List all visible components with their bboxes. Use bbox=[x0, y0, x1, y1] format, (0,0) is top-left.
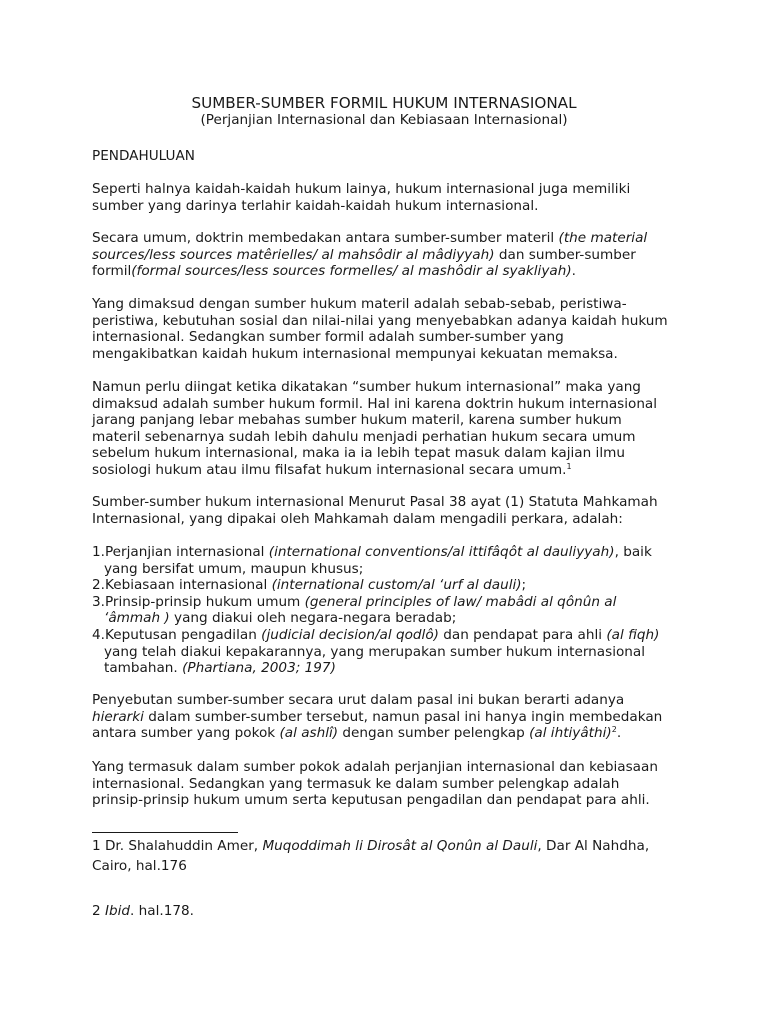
text-line: internasional. Sedangkan yang termasuk ke dalam sumber pelengkap adalah bbox=[92, 775, 620, 792]
italic-run: (formal sources/less sources formelles/ al mashôdir al syakliyah) bbox=[131, 263, 572, 280]
text-line bbox=[92, 577, 692, 594]
text-line: Cairo, hal.176 bbox=[92, 858, 187, 874]
italic-run: (al fiqh) bbox=[606, 626, 660, 643]
text-line bbox=[92, 263, 692, 280]
italic-run: Muqoddimah li Dirosât al Qonûn al Dauli bbox=[262, 838, 538, 854]
italic-run: (general principles of law/ mabâdi al qônûn al bbox=[304, 593, 617, 610]
text-line bbox=[92, 610, 692, 627]
text-run: ; bbox=[521, 577, 527, 594]
text-line bbox=[92, 901, 692, 921]
text-line: internasional. Sedangkan sumber formil adalah sumber-sumber yang bbox=[92, 329, 564, 346]
paragraph-material-source bbox=[92, 296, 692, 362]
sources-list bbox=[92, 544, 692, 677]
italic-run: (judicial decision/al qodlô) bbox=[261, 626, 439, 643]
italic-run: (international conventions/al ittifâqôt al dauliyyah) bbox=[268, 544, 615, 560]
footnote-2 bbox=[92, 901, 692, 921]
text-line: jarang panjang lebar mebahas sumber hukum materil, karena sumber hukum bbox=[92, 412, 622, 429]
text-line: prinsip-prinsip hukum umum serta keputusan pengadilan dan pendapat para ahli. bbox=[92, 792, 650, 809]
paragraph-article-38 bbox=[92, 494, 692, 527]
text-run: yang diakui oleh negara-negara beradab; bbox=[169, 610, 457, 627]
text-run: 1 Dr. Shalahuddin Amer, bbox=[92, 838, 263, 854]
italic-run: Ibid bbox=[104, 903, 131, 919]
text-line bbox=[92, 836, 692, 856]
text-line: Yang dimaksud dengan sumber hukum materil adalah sebab-sebab, peristiwa- bbox=[92, 296, 627, 312]
text-line bbox=[92, 544, 692, 561]
text-line bbox=[92, 660, 692, 677]
italic-run: (Phartiana, 2003; 197) bbox=[182, 660, 336, 677]
text-line bbox=[92, 247, 692, 264]
text-line: Internasional, yang dipakai oleh Mahkamah dalam mengadili perkara, adalah: bbox=[92, 510, 623, 527]
text-line: yang bersifat umum, maupun khusus; bbox=[104, 560, 364, 577]
document-title: SUMBER-SUMBER FORMIL HUKUM INTERNASIONAL bbox=[191, 94, 577, 112]
text-run: , baik bbox=[614, 544, 652, 560]
paragraph-intro bbox=[92, 181, 692, 214]
text-line: materil sebenarnya sudah lebih dahulu menjadi perhatian hukum secara umum bbox=[92, 428, 636, 445]
italic-run: hierarki bbox=[92, 708, 144, 725]
text-line: sumber yang darinya terlahir kaidah-kaidah hukum internasional. bbox=[92, 197, 539, 214]
text-line: peristiwa, kebutuhan sosial dan nilai-nilai yang menyebabkan adanya kaidah hukum bbox=[92, 312, 668, 329]
footnote-1 bbox=[92, 836, 692, 876]
italic-run: (al ashlî) bbox=[279, 725, 339, 742]
list-item bbox=[92, 544, 692, 577]
list-item bbox=[92, 627, 692, 677]
italic-run: (al ihtiyâthi) bbox=[529, 725, 612, 742]
paragraph-formal-source bbox=[92, 379, 692, 479]
text-line bbox=[92, 627, 692, 644]
text-line: Yang termasuk dalam sumber pokok adalah perjanjian internasional dan kebiasaan bbox=[92, 759, 658, 775]
text-line bbox=[92, 725, 692, 742]
text-run: . hal.178. bbox=[130, 903, 194, 919]
text-run: 2 bbox=[92, 903, 105, 919]
text-line: Namun perlu diingat ketika dikatakan “sumber hukum internasional” maka yang bbox=[92, 379, 641, 395]
list-item bbox=[92, 594, 692, 627]
text-run: tambahan. bbox=[104, 660, 183, 677]
text-run: 1.Perjanjian internasional bbox=[92, 544, 269, 560]
footnote-ref[interactable]: 1 bbox=[566, 461, 572, 471]
text-run: antara sumber yang pokok bbox=[92, 725, 280, 742]
italic-run: ‘âmmah ) bbox=[104, 610, 170, 627]
text-line bbox=[92, 709, 692, 726]
text-line bbox=[92, 230, 692, 247]
text-line bbox=[92, 462, 692, 479]
text-run: . bbox=[571, 263, 576, 280]
text-line: yang telah diakui kepakarannya, yang merupakan sumber hukum internasional bbox=[104, 643, 646, 660]
paragraph-main-sources bbox=[92, 759, 692, 809]
text-line: mengakibatkan kaidah hukum internasional mempunyai kekuatan memaksa. bbox=[92, 345, 618, 362]
text-run: , Dar Al Nahdha, bbox=[537, 838, 650, 854]
text-run: 3.Prinsip-prinsip hukum umum bbox=[92, 593, 305, 610]
footnote-separator bbox=[92, 832, 238, 833]
document-subtitle: (Perjanjian Internasional dan Kebiasaan Internasional) bbox=[200, 112, 568, 128]
section-heading: PENDAHULUAN bbox=[92, 148, 195, 164]
text-run: dengan sumber pelengkap bbox=[338, 725, 530, 742]
text-line bbox=[92, 594, 692, 611]
list-item bbox=[92, 577, 692, 594]
text-run: 2.Kebiasaan internasional bbox=[92, 577, 272, 594]
paragraph-hierarchy bbox=[92, 692, 692, 742]
text-run: 4.Keputusan pengadilan bbox=[92, 626, 262, 643]
text-line: Sumber-sumber hukum internasional Menurut Pasal 38 ayat (1) Statuta Mahkamah bbox=[92, 494, 658, 510]
text-run: dan pendapat para ahli bbox=[438, 626, 607, 643]
text-run: dan sumber-sumber bbox=[494, 246, 636, 263]
footnote-ref[interactable]: 2 bbox=[611, 725, 617, 735]
text-line: sebelum hukum internasional, maka ia ia lebih tepat masuk dalam kajian ilmu bbox=[92, 445, 625, 462]
text-run: formil bbox=[92, 263, 132, 280]
text-run: dalam sumber-sumber tersebut, namun pasal ini hanya ingin membedakan bbox=[143, 708, 663, 725]
italic-run: (the material bbox=[558, 230, 648, 246]
text-run: . bbox=[616, 725, 622, 742]
text-run: Secara umum, doktrin membedakan antara sumber-sumber materil bbox=[92, 230, 559, 246]
italic-run: sources/less sources matêrielles/ al mahsôdir al mâdiyyah) bbox=[92, 246, 495, 263]
paragraph-doctrine bbox=[92, 230, 692, 280]
text-line: dimaksud adalah sumber hukum formil. Hal ini karena doktrin hukum internasional bbox=[92, 395, 658, 412]
italic-run: (international custom/al ‘urf al dauli) bbox=[271, 577, 522, 594]
text-line: Seperti halnya kaidah-kaidah hukum lainya, hukum internasional juga memiliki bbox=[92, 181, 631, 197]
text-line: Penyebutan sumber-sumber secara urut dalam pasal ini bukan berarti adanya bbox=[92, 692, 625, 708]
text-run: sosiologi hukum atau ilmu filsafat hukum internasional secara umum. bbox=[92, 461, 567, 478]
